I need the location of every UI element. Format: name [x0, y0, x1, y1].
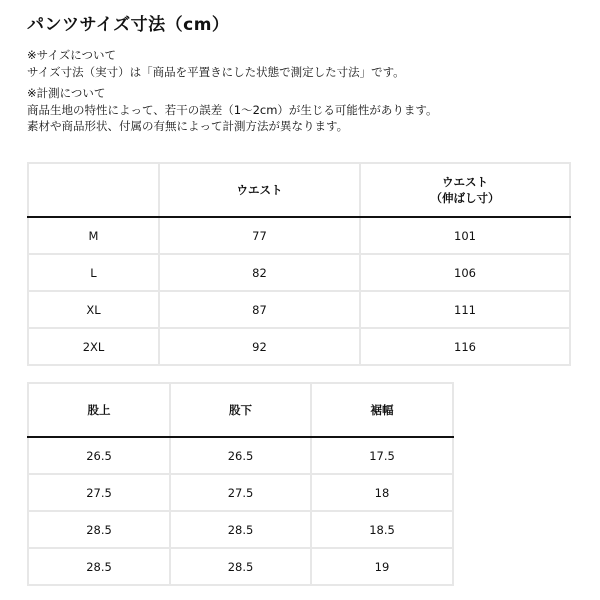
cell-waist-stretched: 111	[360, 291, 570, 328]
table-header-row	[28, 163, 570, 217]
notes	[27, 47, 438, 135]
table-row	[28, 291, 570, 328]
cell-size: XL	[28, 291, 159, 328]
header-waist: ウエスト	[159, 163, 360, 217]
size-table-waist	[27, 162, 571, 366]
cell-waist-stretched: 116	[360, 328, 570, 365]
header-inseam: 股下	[170, 383, 311, 437]
table-row	[28, 511, 453, 548]
cell-hem-width: 17.5	[311, 437, 453, 474]
cell-inseam: 28.5	[170, 511, 311, 548]
measure-note-text-1: 商品生地の特性によって、若干の誤差（1〜2cm）が生じる可能性があります。	[27, 102, 438, 117]
cell-rise: 27.5	[28, 474, 170, 511]
table-row	[28, 548, 453, 585]
cell-inseam: 26.5	[170, 437, 311, 474]
measure-note-heading: ※計測について	[27, 86, 106, 100]
table-row	[28, 217, 570, 254]
cell-size: 2XL	[28, 328, 159, 365]
cell-rise: 28.5	[28, 511, 170, 548]
cell-waist: 87	[159, 291, 360, 328]
table-row	[28, 437, 453, 474]
header-rise: 股上	[28, 383, 170, 437]
table-row	[28, 254, 570, 291]
table-row	[28, 328, 570, 365]
cell-waist-stretched: 101	[360, 217, 570, 254]
cell-rise: 28.5	[28, 548, 170, 585]
header-waist-stretched-line1: ウエスト	[442, 175, 488, 189]
cell-inseam: 27.5	[170, 474, 311, 511]
table-row	[28, 474, 453, 511]
header-size	[28, 163, 159, 217]
header-waist-stretched	[360, 163, 570, 217]
cell-hem-width: 18.5	[311, 511, 453, 548]
header-hem-width: 裾幅	[311, 383, 453, 437]
cell-inseam: 28.5	[170, 548, 311, 585]
cell-waist: 82	[159, 254, 360, 291]
cell-waist: 92	[159, 328, 360, 365]
measure-note-text-2: 素材や商品形状、付属の有無によって計測方法が異なります。	[27, 119, 349, 133]
cell-size: M	[28, 217, 159, 254]
size-note-heading: ※サイズについて	[27, 48, 116, 62]
cell-waist-stretched: 106	[360, 254, 570, 291]
page-title: パンツサイズ寸法（cm）	[27, 15, 230, 35]
header-waist-stretched-line2: （伸ばし寸）	[430, 191, 500, 205]
cell-size: L	[28, 254, 159, 291]
cell-waist: 77	[159, 217, 360, 254]
cell-hem-width: 19	[311, 548, 453, 585]
table-header-row	[28, 383, 453, 437]
cell-rise: 26.5	[28, 437, 170, 474]
size-table-rise-inseam	[27, 382, 454, 586]
cell-hem-width: 18	[311, 474, 453, 511]
size-note-text: サイズ寸法（実寸）は「商品を平置きにした状態で測定した寸法」です。	[27, 64, 405, 79]
